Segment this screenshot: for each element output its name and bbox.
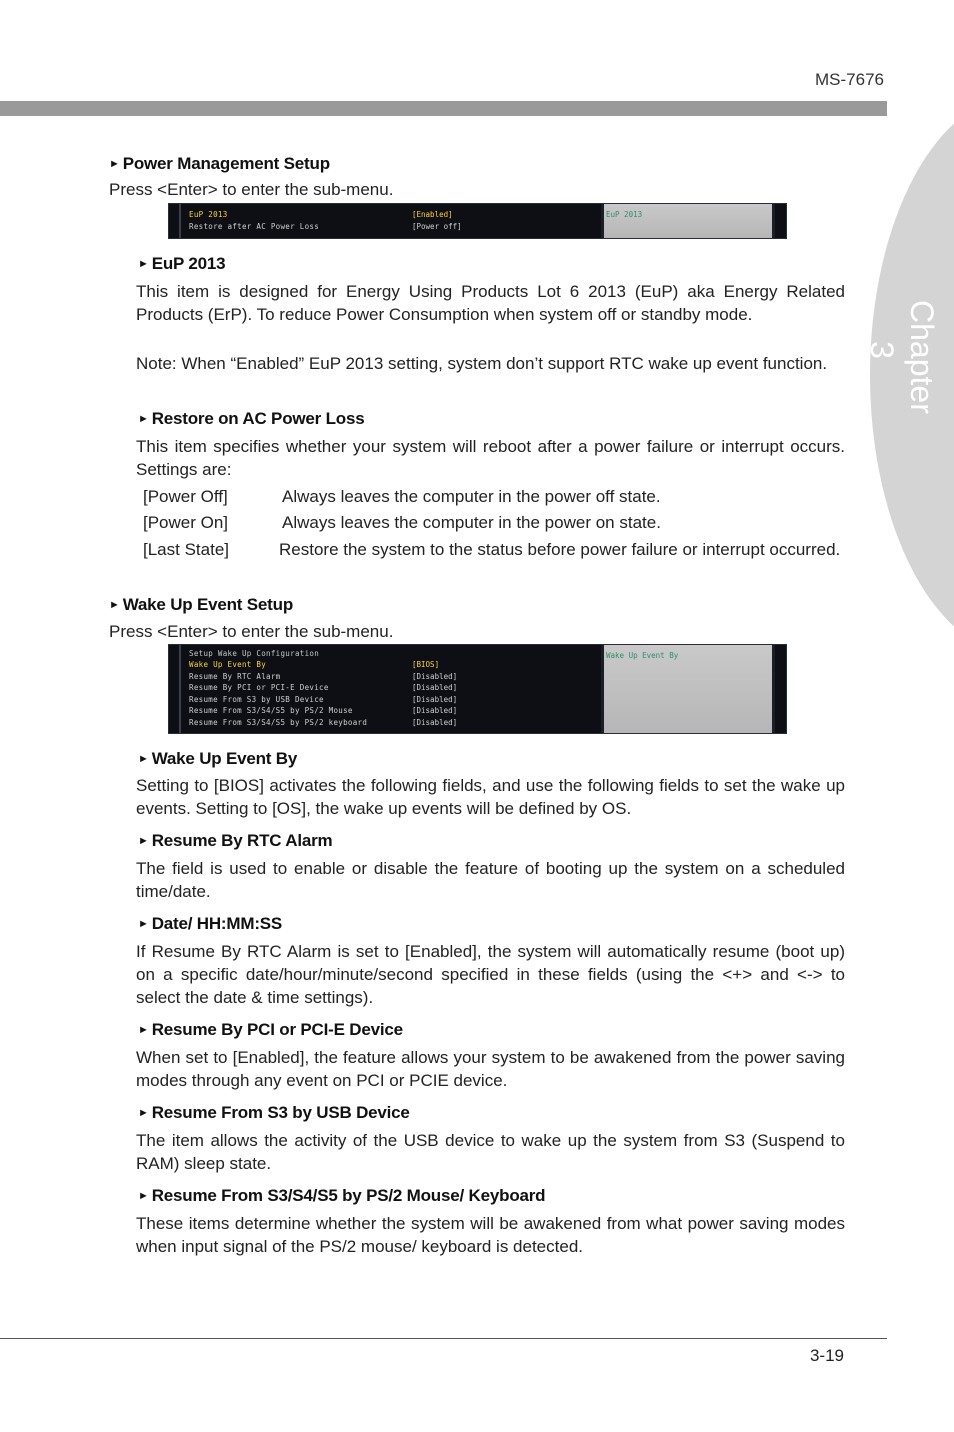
bios-left-panel [179,204,593,238]
date-description: If Resume By RTC Alarm is set to [Enabled], the system will automatically resume (boot up) on a specific date/hour/minute/second specified in these fields (using the <+> and <-> to select the date & time settings). [136,942,845,1007]
bios-row-value: [Disabled] [412,695,458,704]
triangle-bullet-icon: ► [138,1107,149,1119]
usb-description: The item allows the activity of the USB device to wake up the system from S3 (Suspend to RAM) sleep state. [136,1131,845,1173]
bios-help-text: Wake Up Event By [606,651,679,660]
bios-row-value: [Disabled] [412,683,458,692]
bios-row-value: [BIOS] [412,660,440,669]
wake-by-description: Setting to [BIOS] activates the following fields, and use the following fields to set the wake up events. Setting to [OS], the wake up events will be defined by OS. [136,776,845,818]
setting-description: Always leaves the computer in the power on state. [282,513,661,532]
triangle-bullet-icon: ► [138,1190,149,1202]
bios-help-text: EuP 2013 [606,210,643,219]
bios-screenshot-power-management [168,203,787,239]
eup-note: Note: When “Enabled” EuP 2013 setting, system don’t support RTC wake up event function. [136,354,828,373]
setting-name: [Power On] [143,513,229,532]
bios-row-label: Resume By RTC Alarm [189,672,281,681]
model-number: MS-7676 [815,70,884,89]
chapter-label: Chapter 3 [864,300,940,414]
bios-row-value: [Power off] [412,222,462,231]
footer-rule [0,1338,887,1339]
bios-row-label: Restore after AC Power Loss [189,222,320,231]
bios-panel-heading: Setup Wake Up Configuration [189,649,320,658]
bios-screenshot-wake-up [168,644,787,734]
ps2-description: These items determine whether the system will be awakened from what power saving modes when input signal of the PS/2 mouse/ keyboard is detected. [136,1214,845,1256]
bios-row-label: EuP 2013 [189,210,228,219]
bios-row-value: [Disabled] [412,672,458,681]
setting-description: Restore the system to the status before power failure or interrupt occurred. [279,540,841,559]
bios-row-value: [Enabled] [412,210,453,219]
wake-up-intro: Press <Enter> to enter the sub-menu. [109,622,394,641]
bios-row-label: Resume From S3/S4/S5 by PS/2 Mouse [189,706,353,715]
triangle-bullet-icon: ► [138,753,149,765]
setting-name: [Last State] [143,540,229,559]
triangle-bullet-icon: ► [138,918,149,930]
bios-row-label: Resume By PCI or PCI-E Device [189,683,329,692]
bios-row-label: Resume From S3 by USB Device [189,695,324,704]
power-management-intro: Press <Enter> to enter the sub-menu. [109,180,394,199]
triangle-bullet-icon: ► [138,835,149,847]
section-heading-power-management: ► Power Management Setup [109,154,330,173]
setting-name: [Power Off] [143,487,228,506]
restore-description: This item specifies whether your system will reboot after a power failure or interrupt occurs. Settings are: [136,437,845,479]
page-number: 3-19 [809,1346,844,1365]
setting-description: Always leaves the computer in the power off state. [282,487,661,506]
subsection-heading-eup: ► EuP 2013 [138,254,226,273]
subsection-heading-usb: ► Resume From S3 by USB Device [138,1103,410,1122]
pci-description: When set to [Enabled], the feature allows your system to be awakened from the power saving modes through any event on PCI or PCIE device. [136,1048,845,1090]
subsection-heading-ps2: ► Resume From S3/S4/S5 by PS/2 Mouse/ Keyboard [138,1186,546,1205]
triangle-bullet-icon: ► [138,413,149,425]
subsection-heading-pci: ► Resume By PCI or PCI-E Device [138,1020,403,1039]
rtc-description: The field is used to enable or disable the feature of booting up the system on a scheduled time/date. [136,859,845,901]
triangle-bullet-icon: ► [109,158,120,170]
subsection-heading-date: ► Date/ HH:MM:SS [138,914,283,933]
eup-description: This item is designed for Energy Using Products Lot 6 2013 (EuP) aka Energy Related Products (ErP). To reduce Power Consumption when system off or standby mode. [136,282,845,324]
bios-row-value: [Disabled] [412,706,458,715]
triangle-bullet-icon: ► [138,1024,149,1036]
triangle-bullet-icon: ► [138,258,149,270]
bios-row-value: [Disabled] [412,718,458,727]
subsection-heading-rtc: ► Resume By RTC Alarm [138,831,333,850]
header-bar [0,101,887,116]
subsection-heading-restore: ► Restore on AC Power Loss [138,409,365,428]
subsection-heading-wake-by: ► Wake Up Event By [138,749,298,768]
section-heading-wake-up: ► Wake Up Event Setup [109,595,294,614]
bios-row-label: Wake Up Event By [189,660,267,669]
triangle-bullet-icon: ► [109,599,120,611]
bios-row-label: Resume From S3/S4/S5 by PS/2 keyboard [189,718,368,727]
